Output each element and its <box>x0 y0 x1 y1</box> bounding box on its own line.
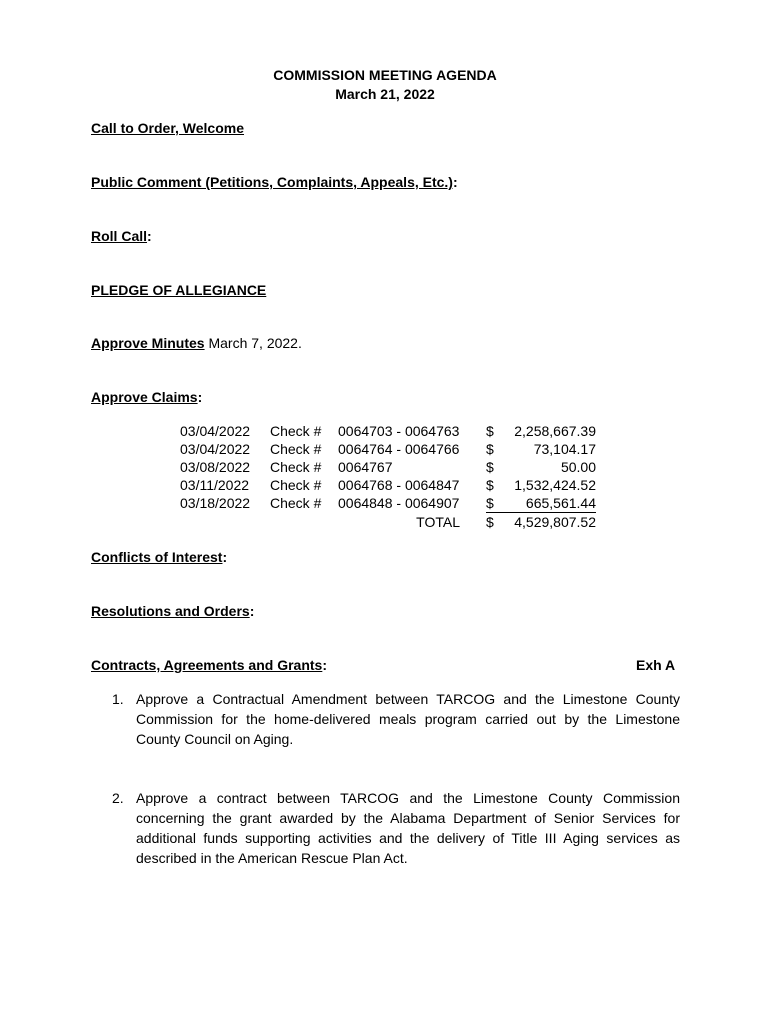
approve-claims-colon: : <box>197 389 203 405</box>
claims-table <box>180 422 596 531</box>
approve-minutes-heading <box>91 334 302 352</box>
check-range: 0064848 - 0064907 <box>338 495 460 512</box>
table-row <box>180 458 596 476</box>
approve-claims-heading <box>91 388 202 406</box>
total-label: TOTAL <box>416 513 460 530</box>
claim-date: 03/08/2022 <box>180 459 251 475</box>
dollar-sign: $ <box>486 459 494 475</box>
resolutions-colon: : <box>249 603 255 619</box>
item-number: 2. <box>112 790 124 806</box>
exhibit-label: Exh A <box>636 657 676 673</box>
claim-amount: 73,104.17 <box>533 441 596 457</box>
roll-call-label: Roll Call <box>91 228 148 244</box>
public-comment-colon: : <box>452 174 458 190</box>
check-range: 0064768 - 0064847 <box>338 477 460 493</box>
check-label: Check # <box>270 423 322 439</box>
dollar-sign: $ <box>486 514 494 530</box>
public-comment-heading <box>91 173 458 191</box>
item-text: Approve a contract between TARCOG and the Limestone County Commission concerning the grant awarded by the Alabama Department of Senior Services for additional funds supporting activities and the delivery of Title III Aging services as described in the American Rescue Plan Act. <box>136 790 680 866</box>
check-label: Check # <box>270 477 322 493</box>
approve-minutes-label: Approve Minutes <box>91 335 205 351</box>
pledge-heading <box>91 281 266 299</box>
dollar-sign: $ <box>486 441 494 457</box>
claim-amount: 50.00 <box>560 459 596 475</box>
claim-date: 03/04/2022 <box>180 441 251 457</box>
claim-date: 03/11/2022 <box>180 477 250 493</box>
call-to-order-label: Call to Order, Welcome <box>91 120 245 136</box>
check-range: 0064767 <box>338 459 393 475</box>
table-row <box>180 422 596 440</box>
claim-amount: 2,258,667.39 <box>514 423 596 439</box>
dollar-sign: $ <box>486 477 494 493</box>
pledge-label: PLEDGE OF ALLEGIANCE <box>91 282 267 298</box>
dollar-sign: $ <box>486 423 494 439</box>
check-range: 0064703 - 0064763 <box>338 423 460 439</box>
approve-claims-label: Approve Claims <box>91 389 198 405</box>
claim-date: 03/18/2022 <box>180 495 251 512</box>
resolutions-label: Resolutions and Orders <box>91 603 250 619</box>
conflicts-heading <box>91 548 227 566</box>
check-range: 0064764 - 0064766 <box>338 441 460 457</box>
claim-amount: 665,561.44 <box>504 494 596 513</box>
meeting-date: March 21, 2022 <box>335 86 435 102</box>
contracts-label: Contracts, Agreements and Grants <box>91 657 323 673</box>
table-row <box>180 494 596 513</box>
check-label: Check # <box>270 441 322 457</box>
resolutions-heading <box>91 602 254 620</box>
call-to-order-heading <box>91 119 244 137</box>
conflicts-label: Conflicts of Interest <box>91 549 223 565</box>
total-amount: 4,529,807.52 <box>514 514 596 530</box>
dollar-sign: $ <box>486 494 504 513</box>
contracts-colon: : <box>322 657 327 673</box>
conflicts-colon: : <box>222 549 228 565</box>
public-comment-label: Public Comment (Petitions, Complaints, Appeals, Etc.) <box>91 174 453 190</box>
check-label: Check # <box>270 459 322 475</box>
approve-minutes-date: March 7, 2022. <box>204 335 302 351</box>
list-item <box>112 788 680 868</box>
total-row <box>180 513 596 532</box>
list-item <box>112 689 680 749</box>
roll-call-colon: : <box>147 228 152 244</box>
check-label: Check # <box>270 495 322 512</box>
item-number: 1. <box>112 691 124 707</box>
page-title: COMMISSION MEETING AGENDA <box>273 67 497 83</box>
table-row <box>180 440 596 458</box>
table-row <box>180 476 596 494</box>
contracts-heading <box>91 656 327 674</box>
item-text: Approve a Contractual Amendment between TARCOG and the Limestone County Commission for the home-delivered meals program carried out by the Limestone County Council on Aging. <box>136 691 680 747</box>
claim-date: 03/04/2022 <box>180 423 251 439</box>
claim-amount: 1,532,424.52 <box>514 477 596 493</box>
roll-call-heading <box>91 227 152 245</box>
